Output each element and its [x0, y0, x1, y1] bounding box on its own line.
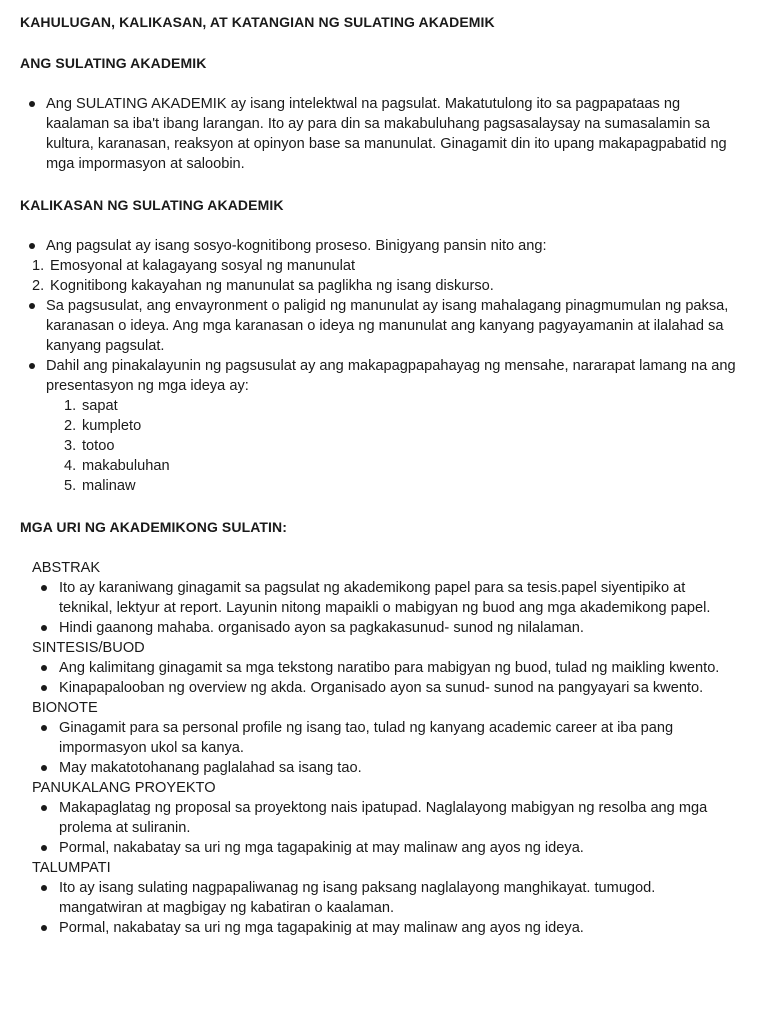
bullet-text: Ito ay karaniwang ginagamit sa pagsulat ng akademikong papel para sa tesis.papel siyentipiko at teknikal, lektyur at report. Layunin nitong mapaikli o mabigyan ng buod ang mga akademikong papel.	[59, 580, 711, 616]
item-number: 1.	[32, 258, 45, 274]
bullet-icon	[41, 925, 47, 931]
list-item	[0, 94, 768, 174]
item-number: 2.	[64, 418, 77, 434]
bullet-text: Pormal, nakabatay sa uri ng mga tagapakinig at may malinaw ang ayos ng ideya.	[59, 920, 584, 936]
category-label-sintesis: SINTESIS/BUOD	[32, 640, 145, 656]
sub-numbered-item	[0, 476, 768, 496]
list-item	[0, 838, 768, 858]
bullet-text: Ang pagsulat ay isang sosyo-kognitibong proseso. Binigyang pansin nito ang:	[46, 238, 547, 254]
bullet-icon	[41, 885, 47, 891]
bullet-icon	[29, 101, 35, 107]
numbered-item	[0, 256, 768, 276]
bullet-text: Kinapapalooban ng overview ng akda. Organisado ayon sa sunud- sunod na pangyayari sa kwento.	[59, 680, 704, 696]
list-item	[0, 578, 768, 618]
bullet-icon	[41, 765, 47, 771]
bullet-text: Dahil ang pinakalayunin ng pagsusulat ay ang makapagpapahayag ng mensahe, nararapat lamang na ang presentasyon ng mga ideya ay:	[46, 358, 736, 394]
bullet-text: Makapaglatag ng proposal sa proyektong nais ipatupad. Naglalayong mabigyan ng resolba ang mga prolema at suliranin.	[59, 800, 708, 836]
bullet-text: Ang kalimitang ginagamit sa mga tekstong naratibo para mabigyan ng buod, tulad ng maikling kwento.	[59, 660, 720, 676]
bullet-icon	[29, 243, 35, 249]
item-text: kumpleto	[82, 418, 142, 434]
category-label-talumpati: TALUMPATI	[32, 860, 111, 876]
section-heading-mga-uri: MGA URI NG AKADEMIKONG SULATIN:	[20, 519, 288, 535]
bullet-text: Ang SULATING AKADEMIK ay isang intelektwal na pagsulat. Makatutulong ito sa pagpapataas ng kaalaman sa iba't ibang larangan. Ito ay para din sa makabuluhang pagsasalaysay na sumasalamin sa kultura, karanasan, reaksyon at opinyon base sa manunulat. Ginagamit din ito upang makapagpabatid ng mga impormasyon at saloobin.	[46, 96, 727, 172]
item-text: makabuluhan	[82, 458, 170, 474]
item-text: Kognitibong kakayahan ng manunulat sa paglikha ng isang diskurso.	[50, 278, 494, 294]
sub-numbered-item	[0, 436, 768, 456]
list-item	[0, 878, 768, 918]
bullet-text: Sa pagsusulat, ang envayronment o paligid ng manunulat ay isang mahalagang pinagmumulan ng paksa, karanasan o ideya. Ang mga karanasan o ideya ng manunulat ang kanyang pagyayamanin at ilalahad sa kanyang pagsulat.	[46, 298, 729, 354]
bullet-icon	[41, 665, 47, 671]
bullet-text: Ginagamit para sa personal profile ng isang tao, tulad ng kanyang academic career at iba pang impormasyon ukol sa kanya.	[59, 720, 674, 756]
bullet-text: Ito ay isang sulating nagpapaliwanag ng isang paksang naglalayong manghikayat. tumugod. mangatwiran at magbigay ng kabatiran o kaalaman.	[59, 880, 656, 916]
list-item	[0, 236, 768, 256]
section-heading-sulating-akademik: ANG SULATING AKADEMIK	[20, 55, 207, 71]
section-sulating-akademik	[0, 94, 768, 174]
section-heading-kalikasan: KALIKASAN NG SULATING AKADEMIK	[20, 197, 284, 213]
numbered-item	[0, 276, 768, 296]
sub-numbered-item	[0, 396, 768, 416]
bullet-icon	[41, 805, 47, 811]
bullet-text: Hindi gaanong mahaba. organisado ayon sa pagkakasunud- sunod ng nilalaman.	[59, 620, 584, 636]
list-item	[0, 678, 768, 698]
bullet-icon	[29, 363, 35, 369]
item-number: 1.	[64, 398, 77, 414]
list-item	[0, 618, 768, 638]
section-kalikasan	[0, 236, 768, 496]
list-item	[0, 918, 768, 938]
item-text: sapat	[82, 398, 118, 414]
category-label-abstrak: ABSTRAK	[32, 560, 101, 576]
category-label-panukalang-proyekto: PANUKALANG PROYEKTO	[32, 780, 216, 796]
list-item	[0, 356, 768, 396]
list-item	[0, 718, 768, 758]
category-label-bionote: BIONOTE	[32, 700, 98, 716]
bullet-icon	[41, 585, 47, 591]
sub-numbered-item	[0, 416, 768, 436]
bullet-text: May makatotohanang paglalahad sa isang tao.	[59, 760, 362, 776]
item-number: 4.	[64, 458, 77, 474]
item-text: Emosyonal at kalagayang sosyal ng manunulat	[50, 258, 356, 274]
bullet-icon	[29, 303, 35, 309]
bullet-icon	[41, 625, 47, 631]
bullet-icon	[41, 845, 47, 851]
item-number: 2.	[32, 278, 45, 294]
bullet-icon	[41, 725, 47, 731]
list-item	[0, 658, 768, 678]
item-number: 5.	[64, 478, 77, 494]
bullet-text: Pormal, nakabatay sa uri ng mga tagapakinig at may malinaw ang ayos ng ideya.	[59, 840, 584, 856]
list-item	[0, 798, 768, 838]
item-text: totoo	[82, 438, 115, 454]
list-item	[0, 296, 768, 356]
item-number: 3.	[64, 438, 77, 454]
document-title: KAHULUGAN, KALIKASAN, AT KATANGIAN NG SULATING AKADEMIK	[20, 14, 495, 30]
bullet-icon	[41, 685, 47, 691]
sub-numbered-item	[0, 456, 768, 476]
item-text: malinaw	[82, 478, 136, 494]
list-item	[0, 758, 768, 778]
section-mga-uri	[0, 558, 768, 938]
